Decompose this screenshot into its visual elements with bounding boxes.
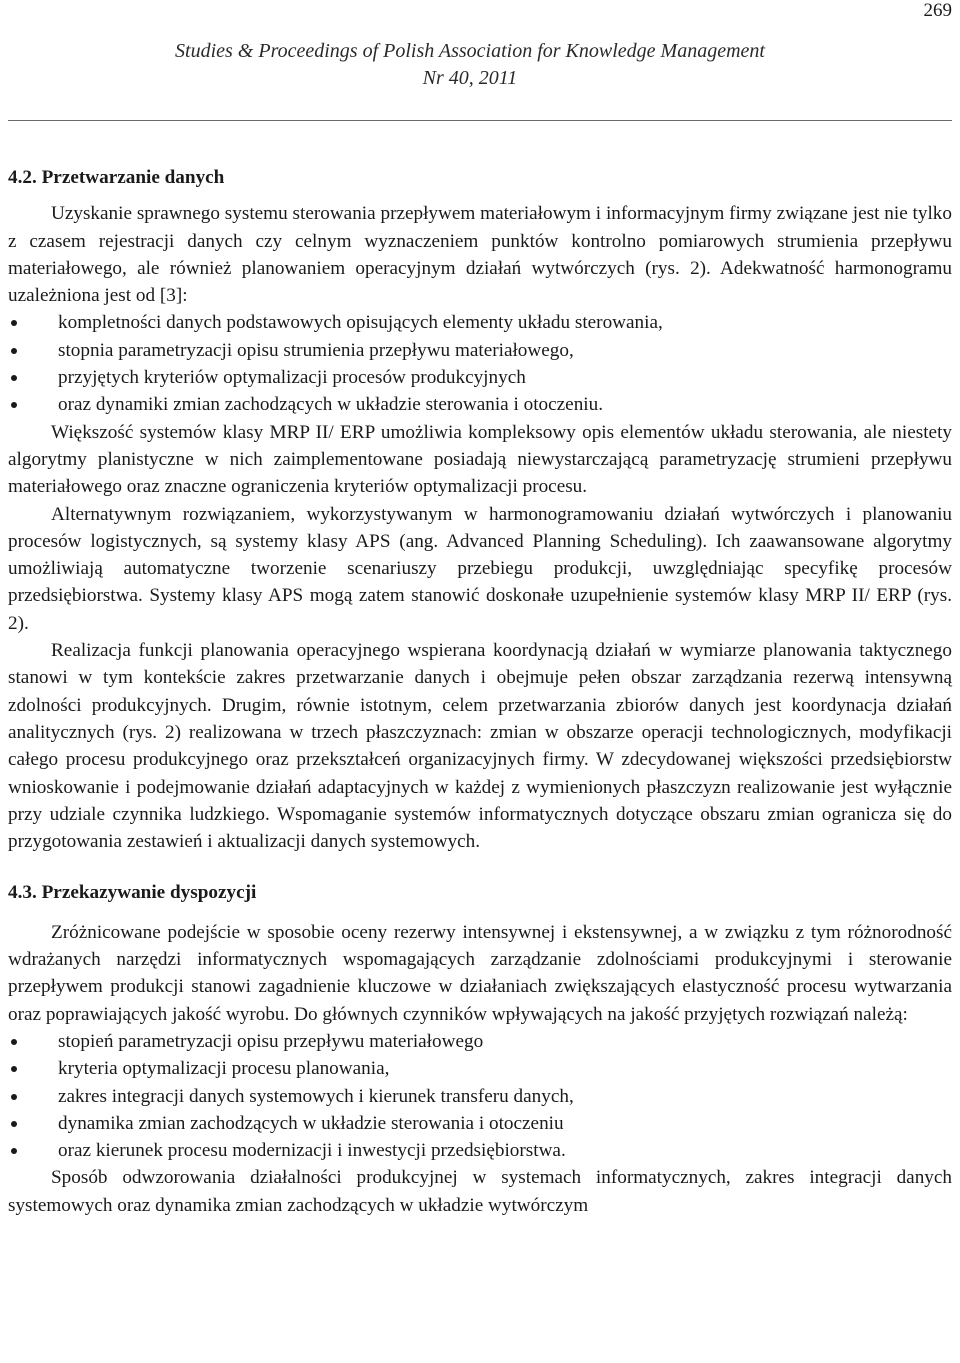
journal-title: Studies & Proceedings of Polish Association for Knowledge Management — [175, 40, 765, 62]
list-item: przyjętych kryteriów optymalizacji procesów produkcyjnych — [8, 364, 952, 391]
paragraph: Alternatywnym rozwiązaniem, wykorzystywanym w harmonogramowaniu działań wytwórczych i planowaniu procesów logistycznych, są systemy klasy APS (ang. Advanced Planning Scheduling). Ich zaawansowane algorytmy umożliwiają automatyczne tworzenie scenariuszy przebiegu produkcji, uwzględniając specyfikę procesów przedsiębiorstwa. Systemy klasy APS mogą zatem stanowić doskonałe uzupełnienie systemów klasy MRP II/ ERP (rys. 2). — [8, 503, 952, 634]
list-item: stopień parametryzacji opisu przepływu materiałowego — [8, 1028, 952, 1055]
list-item: kompletności danych podstawowych opisujących elementy układu sterowania, — [8, 309, 952, 336]
section-4-2 — [8, 164, 952, 855]
bullet-list — [8, 1028, 952, 1164]
paragraph: Realizacja funkcji planowania operacyjnego wspierana koordynacją działań w wymiarze planowania taktycznego stanowi w tym kontekście zakres przetwarzanie danych i obejmuje pełen obszar zarządzania rezerwą intensywną zdolności produkcyjnych. Drugim, równie istotnym, celem przetwarzania zbiorów danych jest koordynacja działań analitycznych (rys. 2) realizowana w trzech płaszczyznach: zmian w obszarze operacji technologicznych, modyfikacji całego procesu produkcyjnego oraz przekształceń organizacyjnych firmy. W zdecydowanej większości przedsiębiorstw wnioskowanie i podejmowanie działań adaptacyjnych w każdej z wymienionych płaszczyzn realizowanie jest wyłącznie przy udziale czynnika ludzkiego. Wspomaganie systemów informatycznych dotyczące obszaru zmian ogranicza się do przygotowania zestawień i aktualizacji danych systemowych. — [8, 640, 952, 853]
page-number: 269 — [923, 0, 952, 21]
paragraph: Uzyskanie sprawnego systemu sterowania przepływem materiałowym i informacyjnym firmy związane jest nie tylko z czasem rejestracji danych czy celnym wyznaczeniem punktów kontrolno pomiarowych strumienia przepływu materiałowego, ale również planowaniem operacyjnym działań wytwórczych (rys. 2). Adekwatność harmonogramu uzależniona jest od [3]: — [8, 203, 952, 307]
section-heading: 4.3. Przekazywanie dyspozycji — [8, 882, 257, 904]
bullet-list — [8, 309, 952, 418]
list-item: stopnia parametryzacji opisu strumienia przepływu materiałowego, — [8, 337, 952, 364]
section-4-3 — [8, 879, 952, 1219]
paragraph: Większość systemów klasy MRP II/ ERP umożliwia kompleksowy opis elementów układu sterowania, ale niestety algorytmy planistyczne w nich zaimplementowane posiadają niewystarczającą parametryzację strumieni przepływu materiałowego oraz znaczne ograniczenia kryteriów optymalizacji procesu. — [8, 421, 952, 498]
journal-issue: Nr 40, 2011 — [422, 67, 518, 89]
header-divider — [8, 120, 952, 121]
list-item: kryteria optymalizacji procesu planowania, — [8, 1055, 952, 1082]
running-header — [0, 38, 940, 92]
list-item: oraz kierunek procesu modernizacji i inwestycji przedsiębiorstwa. — [8, 1137, 952, 1164]
paragraph: Zróżnicowane podejście w sposobie oceny rezerwy intensywnej i ekstensywnej, a w związku z tym różnorodność wdrażanych narzędzi informatycznych wspomagających zarządzanie zdolnościami produkcyjnymi i sterowanie przepływem produkcji stanowi zagadnienie kluczowe w działaniach zwiększających elastyczność procesu wytwarzania oraz poprawiających jakość wyrobu. Do głównych czynników wpływających na jakość przyjętych rozwiązań należą: — [8, 921, 952, 1025]
list-item: zakres integracji danych systemowych i kierunek transferu danych, — [8, 1083, 952, 1110]
section-heading: 4.2. Przetwarzanie danych — [8, 167, 225, 188]
list-item: oraz dynamiki zmian zachodzących w układzie sterowania i otoczeniu. — [8, 391, 952, 418]
paragraph: Sposób odwzorowania działalności produkcyjnej w systemach informatycznych, zakres integracji danych systemowych oraz dynamika zmian zachodzących w układzie wytwórczym — [8, 1167, 952, 1216]
body-text — [8, 164, 952, 1219]
list-item: dynamika zmian zachodzących w układzie sterowania i otoczeniu — [8, 1110, 952, 1137]
